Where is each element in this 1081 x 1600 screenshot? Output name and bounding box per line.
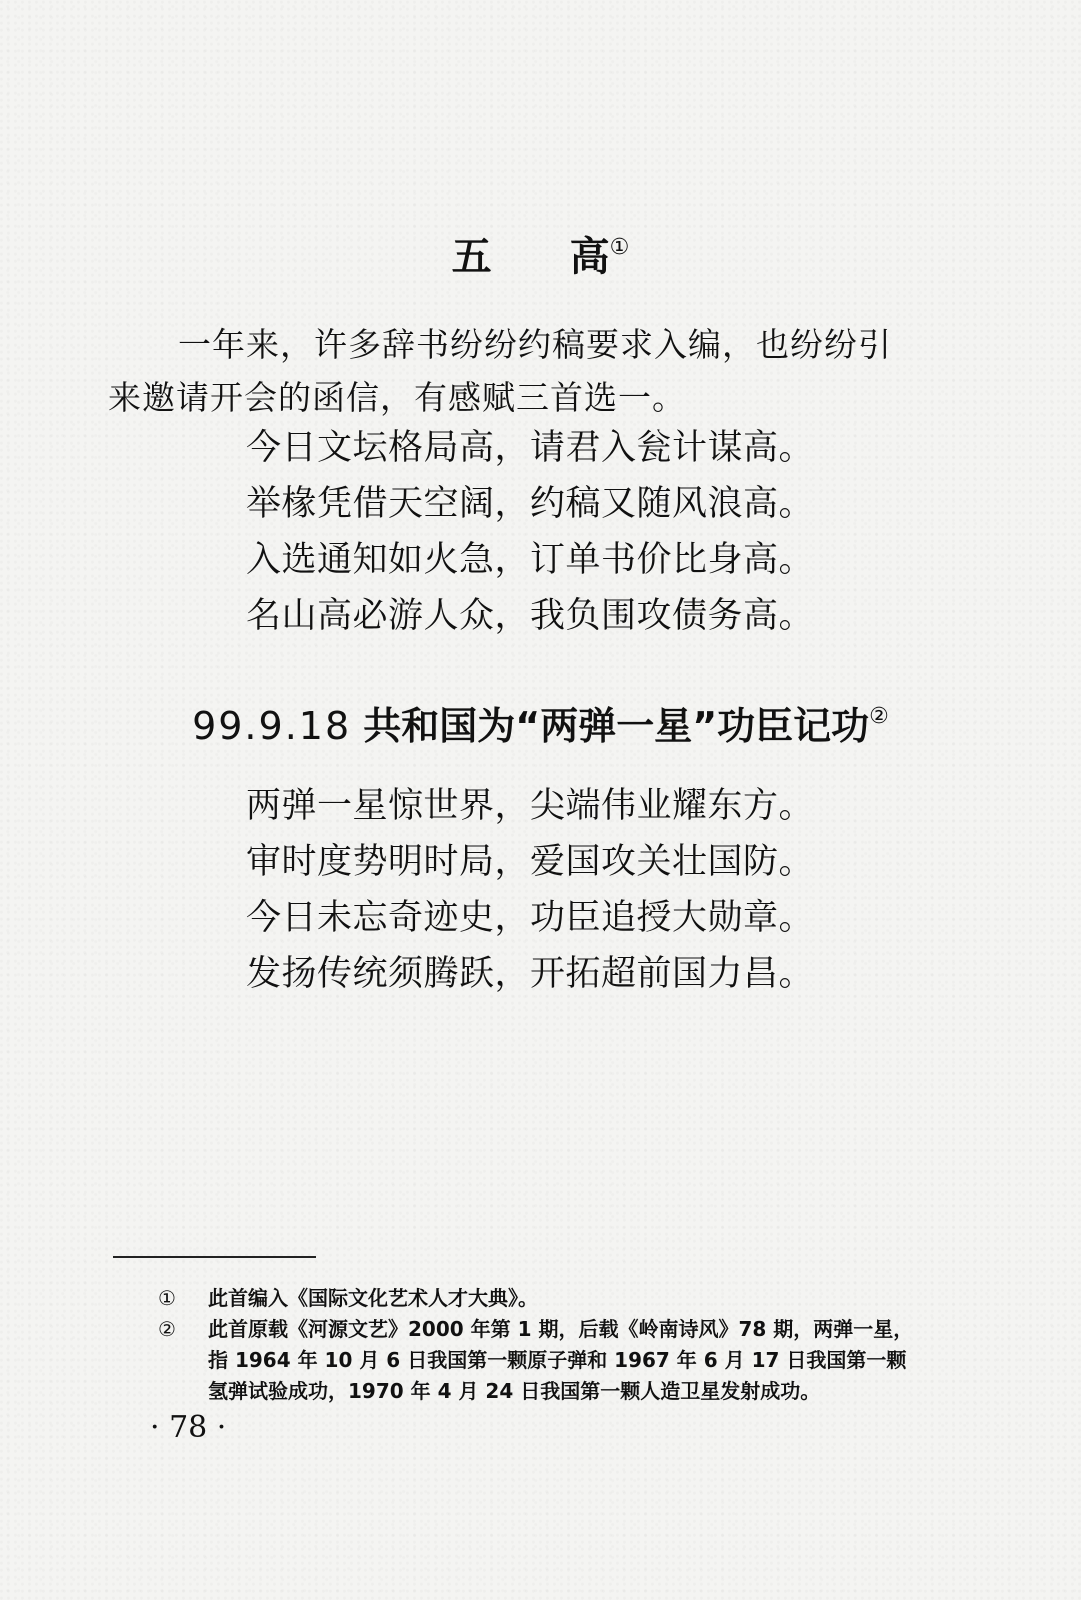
poem2-footnote-ref: ② xyxy=(869,704,889,729)
footnote-2 xyxy=(158,1314,938,1407)
poem1-title-char1: 五 xyxy=(451,234,492,280)
page-number: · 78 · xyxy=(150,1410,227,1445)
footnote-1 xyxy=(158,1283,938,1314)
poem-line: 举椽凭借天空阔，约稿又随风浪高。 xyxy=(246,484,815,524)
footnote-mark: ② xyxy=(158,1317,176,1341)
footnote-line: 氢弹试验成功，1970 年 4 月 24 日我国第一颗人造卫星发射成功。 xyxy=(208,1379,821,1403)
poem-line: 名山高必游人众，我负围攻债务高。 xyxy=(246,596,815,636)
poem1-intro-line-2: 来邀请开会的函信，有感赋三首选一。 xyxy=(108,378,686,417)
poem1-title-char2: 高 xyxy=(569,234,610,280)
footnote-line: 指 1964 年 10 月 6 日我国第一颗原子弹和 1967 年 6 月 17 日我国第一颗 xyxy=(208,1348,907,1372)
poem1-body xyxy=(246,420,814,644)
footnote-mark: ① xyxy=(158,1286,176,1310)
poem-line: 审时度势明时局，爱国攻关壮国防。 xyxy=(246,842,815,882)
footnote-line: 此首编入《国际文化艺术人才大典》。 xyxy=(208,1286,538,1310)
poem1-intro xyxy=(108,318,928,424)
poem2-title xyxy=(0,690,1081,753)
poem-line: 今日文坛格局高，请君入瓮计谋高。 xyxy=(246,428,815,468)
poem1-footnote-ref: ① xyxy=(609,235,630,260)
footnote-line: 此首原载《河源文艺》2000 年第 1 期，后载《岭南诗风》78 期，两弹一星， xyxy=(208,1317,914,1341)
poem-line: 两弹一星惊世界，尖端伟业耀东方。 xyxy=(246,786,815,826)
poem-line: 入选通知如火急，订单书价比身高。 xyxy=(246,540,815,580)
poem2-title-text: 共和国为“两弹一星”功臣记功 xyxy=(363,704,870,748)
poem-line: 发扬传统须腾跃，开拓超前国力昌。 xyxy=(246,954,815,994)
poem2-title-date: 99.9.18 xyxy=(192,704,352,748)
poem2-body xyxy=(246,778,814,1002)
poem1-title xyxy=(0,222,1081,283)
poem1-intro-line-1: 一年来，许多辞书纷纷约稿要求入编，也纷纷引 xyxy=(178,325,892,364)
poem-line: 今日未忘奇迹史，功臣追授大勋章。 xyxy=(246,898,815,938)
footnote-divider xyxy=(113,1256,316,1258)
footnotes xyxy=(158,1283,938,1407)
